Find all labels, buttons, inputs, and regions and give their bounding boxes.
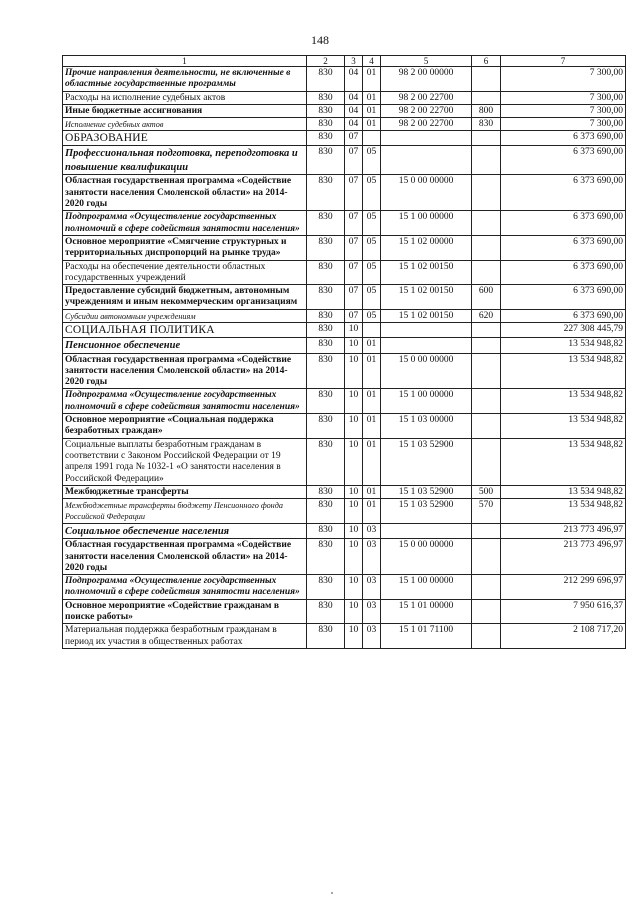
table-row <box>63 599 626 624</box>
cell-section: 10 <box>345 353 363 389</box>
cell-subsection: 03 <box>363 539 381 575</box>
cell-amount: 227 308 445,79 <box>501 323 626 338</box>
cell-amount: 13 534 948,82 <box>501 438 626 485</box>
cell-section: 10 <box>345 523 363 539</box>
cell-section: 10 <box>345 599 363 624</box>
cell-section: 04 <box>345 67 363 92</box>
table-row <box>63 91 626 104</box>
cell-target-article: 15 1 02 00150 <box>381 285 472 310</box>
cell-amount: 13 534 948,82 <box>501 414 626 439</box>
cell-amount: 6 373 690,00 <box>501 131 626 146</box>
cell-target-article: 98 2 00 22700 <box>381 91 472 104</box>
cell-expense-type <box>472 131 501 146</box>
cell-ministry: 830 <box>307 260 345 285</box>
cell-ministry: 830 <box>307 131 345 146</box>
cell-subsection: 01 <box>363 485 381 498</box>
cell-target-article <box>381 323 472 338</box>
cell-ministry: 830 <box>307 353 345 389</box>
cell-amount: 213 773 496,97 <box>501 539 626 575</box>
table-row <box>63 104 626 117</box>
cell-subsection: 01 <box>363 118 381 131</box>
cell-section: 07 <box>345 285 363 310</box>
cell-expense-type <box>472 67 501 92</box>
cell-section: 10 <box>345 485 363 498</box>
cell-subsection: 05 <box>363 175 381 211</box>
cell-ministry: 830 <box>307 539 345 575</box>
cell-ministry: 830 <box>307 523 345 539</box>
cell-amount: 7 300,00 <box>501 104 626 117</box>
cell-name: Исполнение судебных актов <box>63 118 307 131</box>
cell-subsection: 01 <box>363 338 381 354</box>
cell-target-article <box>381 338 472 354</box>
cell-name: Основное мероприятие «Смягчение структурных и территориальных диспропорций на рынке труда» <box>63 235 307 260</box>
table-row <box>63 624 626 649</box>
cell-expense-type <box>472 414 501 439</box>
table-row <box>63 539 626 575</box>
cell-expense-type <box>472 624 501 649</box>
cell-ministry: 830 <box>307 499 345 524</box>
cell-name: Иные бюджетные ассигнования <box>63 104 307 117</box>
table-row <box>63 309 626 322</box>
cell-name: Расходы на обеспечение деятельности областных государственных учреждений <box>63 260 307 285</box>
header-col-4: 4 <box>363 56 381 67</box>
cell-target-article: 15 1 00 00000 <box>381 211 472 236</box>
budget-table <box>62 55 626 649</box>
header-row <box>63 56 626 67</box>
cell-section: 10 <box>345 539 363 575</box>
cell-section: 07 <box>345 146 363 175</box>
header-col-1: 1 <box>63 56 307 67</box>
cell-target-article: 98 2 00 00000 <box>381 67 472 92</box>
cell-section: 10 <box>345 624 363 649</box>
cell-target-article: 15 1 02 00000 <box>381 235 472 260</box>
cell-subsection: 01 <box>363 499 381 524</box>
cell-section: 10 <box>345 575 363 600</box>
table-row <box>63 67 626 92</box>
cell-ministry: 830 <box>307 338 345 354</box>
cell-section: 07 <box>345 260 363 285</box>
cell-expense-type: 500 <box>472 485 501 498</box>
cell-ministry: 830 <box>307 175 345 211</box>
cell-ministry: 830 <box>307 285 345 310</box>
cell-target-article: 15 1 00 00000 <box>381 575 472 600</box>
cell-target-article: 15 1 02 00150 <box>381 309 472 322</box>
cell-expense-type <box>472 146 501 175</box>
cell-amount: 7 950 616,37 <box>501 599 626 624</box>
cell-ministry: 830 <box>307 309 345 322</box>
cell-ministry: 830 <box>307 91 345 104</box>
cell-ministry: 830 <box>307 485 345 498</box>
cell-subsection <box>363 131 381 146</box>
cell-amount: 13 534 948,82 <box>501 353 626 389</box>
cell-section: 07 <box>345 235 363 260</box>
table-row <box>63 260 626 285</box>
table-row <box>63 499 626 524</box>
cell-expense-type <box>472 523 501 539</box>
cell-expense-type <box>472 175 501 211</box>
cell-expense-type <box>472 260 501 285</box>
cell-expense-type: 800 <box>472 104 501 117</box>
cell-expense-type <box>472 539 501 575</box>
cell-amount: 2 108 717,20 <box>501 624 626 649</box>
cell-ministry: 830 <box>307 146 345 175</box>
cell-ministry: 830 <box>307 624 345 649</box>
cell-amount: 6 373 690,00 <box>501 309 626 322</box>
table-row <box>63 323 626 338</box>
cell-amount: 6 373 690,00 <box>501 211 626 236</box>
header-col-2: 2 <box>307 56 345 67</box>
cell-name: ОБРАЗОВАНИЕ <box>63 131 307 146</box>
cell-expense-type: 620 <box>472 309 501 322</box>
table-row <box>63 211 626 236</box>
cell-section: 10 <box>345 499 363 524</box>
cell-subsection: 01 <box>363 91 381 104</box>
cell-expense-type <box>472 91 501 104</box>
header-col-3: 3 <box>345 56 363 67</box>
cell-ministry: 830 <box>307 235 345 260</box>
cell-name: Социальное обеспечение населения <box>63 523 307 539</box>
cell-target-article: 98 2 00 22700 <box>381 104 472 117</box>
cell-name: Межбюджетные трансферты бюджету Пенсионного фонда Российской Федерации <box>63 499 307 524</box>
scan-dot <box>331 892 333 894</box>
cell-section: 04 <box>345 104 363 117</box>
cell-name: Основное мероприятие «Содействие гражданам в поиске работы» <box>63 599 307 624</box>
cell-amount: 6 373 690,00 <box>501 260 626 285</box>
cell-section: 04 <box>345 118 363 131</box>
cell-section: 10 <box>345 323 363 338</box>
cell-expense-type: 830 <box>472 118 501 131</box>
table-row <box>63 338 626 354</box>
cell-section: 07 <box>345 131 363 146</box>
cell-target-article <box>381 146 472 175</box>
cell-subsection: 01 <box>363 353 381 389</box>
table-row <box>63 414 626 439</box>
cell-section: 10 <box>345 414 363 439</box>
cell-amount: 13 534 948,82 <box>501 485 626 498</box>
table-row <box>63 235 626 260</box>
cell-expense-type <box>472 323 501 338</box>
cell-name: Прочие направления деятельности, не включенные в областные государственные программы <box>63 67 307 92</box>
cell-amount: 13 534 948,82 <box>501 389 626 414</box>
cell-subsection: 05 <box>363 235 381 260</box>
cell-target-article <box>381 131 472 146</box>
cell-amount: 7 300,00 <box>501 67 626 92</box>
cell-ministry: 830 <box>307 323 345 338</box>
cell-target-article: 15 1 01 00000 <box>381 599 472 624</box>
table-row <box>63 118 626 131</box>
cell-name: Межбюджетные трансферты <box>63 485 307 498</box>
cell-section: 04 <box>345 91 363 104</box>
cell-ministry: 830 <box>307 575 345 600</box>
header-col-7: 7 <box>501 56 626 67</box>
cell-expense-type <box>472 338 501 354</box>
cell-expense-type <box>472 389 501 414</box>
cell-name: Подпрограмма «Осуществление государственных полномочий в сфере содействия занятости населения» <box>63 575 307 600</box>
cell-amount: 6 373 690,00 <box>501 146 626 175</box>
cell-name: Предоставление субсидий бюджетным, автономным учреждениям и иным некоммерческим организациям <box>63 285 307 310</box>
cell-amount: 213 773 496,97 <box>501 523 626 539</box>
cell-subsection <box>363 323 381 338</box>
cell-target-article: 15 1 03 52900 <box>381 438 472 485</box>
cell-name: Субсидии автономным учреждениям <box>63 309 307 322</box>
cell-subsection: 01 <box>363 389 381 414</box>
cell-name: Профессиональная подготовка, переподготовка и повышение квалификации <box>63 146 307 175</box>
cell-expense-type <box>472 575 501 600</box>
table-row <box>63 175 626 211</box>
cell-ministry: 830 <box>307 67 345 92</box>
cell-target-article: 15 1 03 00000 <box>381 414 472 439</box>
cell-subsection: 05 <box>363 285 381 310</box>
cell-ministry: 830 <box>307 104 345 117</box>
cell-target-article: 15 1 01 71100 <box>381 624 472 649</box>
cell-subsection: 03 <box>363 575 381 600</box>
cell-amount: 13 534 948,82 <box>501 499 626 524</box>
cell-ministry: 830 <box>307 211 345 236</box>
cell-target-article: 15 0 00 00000 <box>381 175 472 211</box>
table-row <box>63 523 626 539</box>
table-row <box>63 438 626 485</box>
cell-subsection: 03 <box>363 523 381 539</box>
cell-expense-type: 570 <box>472 499 501 524</box>
cell-amount: 13 534 948,82 <box>501 338 626 354</box>
cell-expense-type <box>472 353 501 389</box>
cell-target-article: 15 1 02 00150 <box>381 260 472 285</box>
cell-ministry: 830 <box>307 599 345 624</box>
cell-section: 07 <box>345 175 363 211</box>
cell-ministry: 830 <box>307 414 345 439</box>
cell-name: Основное мероприятие «Социальная поддержка безработных граждан» <box>63 414 307 439</box>
cell-name: СОЦИАЛЬНАЯ ПОЛИТИКА <box>63 323 307 338</box>
cell-section: 10 <box>345 389 363 414</box>
cell-expense-type <box>472 438 501 485</box>
table-row <box>63 131 626 146</box>
cell-name: Пенсионное обеспечение <box>63 338 307 354</box>
cell-name: Подпрограмма «Осуществление государственных полномочий в сфере содействия занятости населения» <box>63 211 307 236</box>
cell-name: Подпрограмма «Осуществление государственных полномочий в сфере содействия занятости населения» <box>63 389 307 414</box>
table-row <box>63 485 626 498</box>
table-row <box>63 353 626 389</box>
cell-amount: 6 373 690,00 <box>501 235 626 260</box>
cell-expense-type <box>472 235 501 260</box>
table-row <box>63 389 626 414</box>
cell-name: Областная государственная программа «Содействие занятости населения Смоленской области» на 2014-2020 годы <box>63 175 307 211</box>
table-row <box>63 285 626 310</box>
cell-subsection: 01 <box>363 67 381 92</box>
cell-subsection: 01 <box>363 104 381 117</box>
cell-expense-type <box>472 599 501 624</box>
cell-subsection: 01 <box>363 414 381 439</box>
cell-expense-type: 600 <box>472 285 501 310</box>
table-row <box>63 575 626 600</box>
page-number: 148 <box>311 33 329 47</box>
cell-target-article: 15 1 00 00000 <box>381 389 472 414</box>
cell-subsection: 01 <box>363 438 381 485</box>
cell-section: 10 <box>345 338 363 354</box>
cell-target-article: 15 1 03 52900 <box>381 499 472 524</box>
cell-amount: 6 373 690,00 <box>501 175 626 211</box>
cell-amount: 7 300,00 <box>501 118 626 131</box>
cell-target-article: 98 2 00 22700 <box>381 118 472 131</box>
cell-expense-type <box>472 211 501 236</box>
cell-section: 07 <box>345 309 363 322</box>
table-row <box>63 146 626 175</box>
cell-subsection: 05 <box>363 146 381 175</box>
cell-name: Материальная поддержка безработным гражданам в период их участия в общественных работах <box>63 624 307 649</box>
cell-amount: 6 373 690,00 <box>501 285 626 310</box>
header-col-6: 6 <box>472 56 501 67</box>
cell-target-article: 15 0 00 00000 <box>381 353 472 389</box>
cell-name: Областная государственная программа «Содействие занятости населения Смоленской области» на 2014-2020 годы <box>63 539 307 575</box>
cell-amount: 7 300,00 <box>501 91 626 104</box>
cell-ministry: 830 <box>307 118 345 131</box>
cell-target-article: 15 1 03 52900 <box>381 485 472 498</box>
cell-section: 10 <box>345 438 363 485</box>
cell-name: Областная государственная программа «Содействие занятости населения Смоленской области» на 2014-2020 годы <box>63 353 307 389</box>
cell-subsection: 03 <box>363 599 381 624</box>
cell-amount: 212 299 696,97 <box>501 575 626 600</box>
cell-name: Расходы на исполнение судебных актов <box>63 91 307 104</box>
cell-ministry: 830 <box>307 438 345 485</box>
header-col-5: 5 <box>381 56 472 67</box>
cell-target-article: 15 0 00 00000 <box>381 539 472 575</box>
cell-name: Социальные выплаты безработным гражданам в соответствии с Законом Российской Федерации от 19 апреля 1991 года № 1032-1 «О занятости населения в Российской Федерации» <box>63 438 307 485</box>
cell-ministry: 830 <box>307 389 345 414</box>
cell-subsection: 05 <box>363 309 381 322</box>
cell-subsection: 05 <box>363 260 381 285</box>
cell-section: 07 <box>345 211 363 236</box>
cell-target-article <box>381 523 472 539</box>
cell-subsection: 05 <box>363 211 381 236</box>
cell-subsection: 03 <box>363 624 381 649</box>
